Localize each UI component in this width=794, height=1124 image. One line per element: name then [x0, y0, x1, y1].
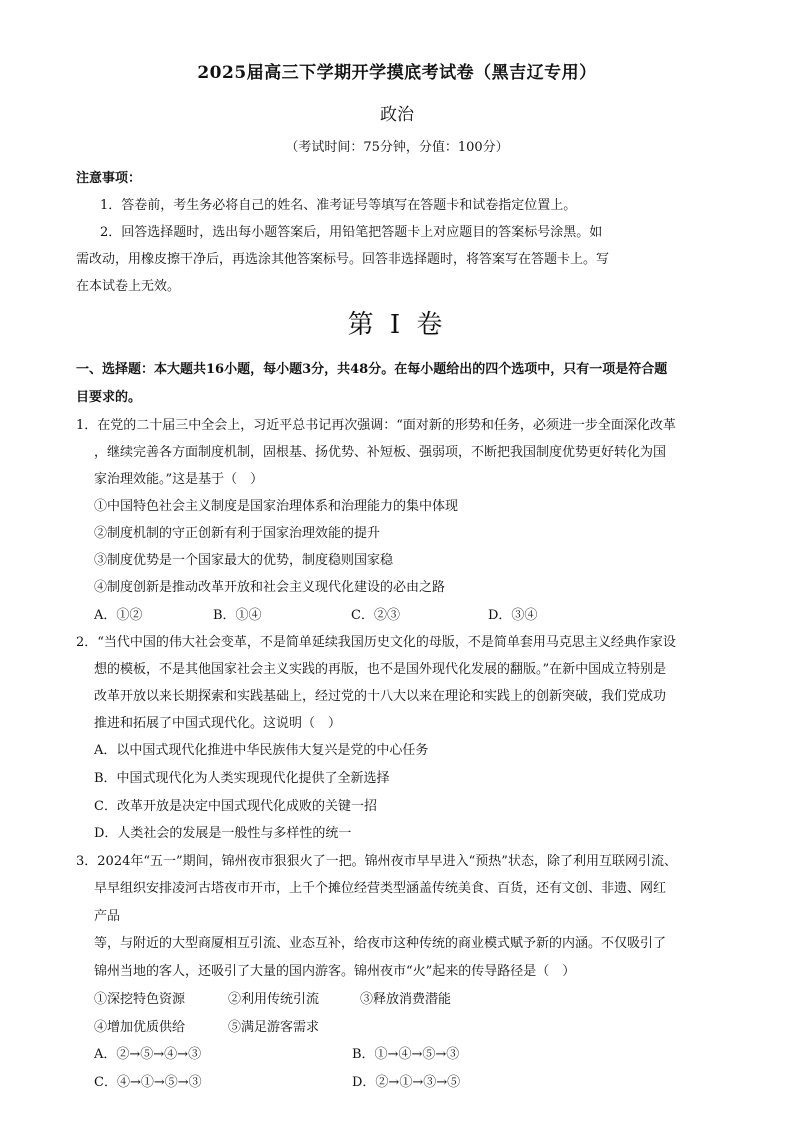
q3-statement-5: ⑤满足游客需求 — [228, 1020, 320, 1035]
q3-option-d[interactable]: D．②→①→③→⑤ — [352, 1075, 461, 1090]
q1-option-b[interactable]: B．①④ — [213, 608, 262, 623]
q2-option-b[interactable]: B．中国式现代化为人类实现现代化提供了全新选择 — [94, 771, 390, 786]
q1-statement-3: ③制度优势是一个国家最大的优势，制度稳则国家稳 — [94, 553, 394, 568]
q2-option-d[interactable]: D．人类社会的发展是一般性与多样性的统一 — [94, 826, 352, 841]
q3-stem-line-1: 3．2024年“五一”期间，锦州夜市狠狠火了一把。锦州夜市早早进入“预热”状态，除了利用互联网引流、 — [76, 854, 677, 869]
notice-item-2-line-1: 2．回答选择题时，选出每小题答案后，用铅笔把答题卡上对应题目的答案标号涂黑。如 — [100, 225, 603, 240]
q2-stem-line-2: 想的模板，不是其他国家社会主义实践的再版，也不是国外现代化发展的翻版。”在新中国成立特别是 — [94, 662, 667, 677]
q3-stem-line-3: 产品 — [94, 909, 121, 924]
q3-statement-4: ④增加优质供给 — [94, 1020, 186, 1035]
q3-statement-1: ①深挖特色资源 — [94, 992, 186, 1007]
q1-statement-2: ②制度机制的守正创新有利于国家治理效能的提升 — [94, 526, 381, 541]
q3-stem-line-4: 等，与附近的大型商厦相互引流、业态互补，给夜市这种传统的商业模式赋予新的内涵。不仅吸引了 — [94, 936, 667, 951]
q3-option-b[interactable]: B．①→④→⑤→③ — [352, 1047, 460, 1062]
q2-option-a[interactable]: A．以中国式现代化推进中华民族伟大复兴是党的中心任务 — [94, 743, 429, 758]
exam-title: 2025届高三下学期开学摸底考试卷（黑吉辽专用） — [197, 63, 597, 83]
q1-stem-line-1: 1．在党的二十届三中全会上，习近平总书记再次强调：“面对新的形势和任务，必须进一步全面深化改革 — [76, 418, 676, 433]
q3-stem-line-2: 早早组织安排凌河古塔夜市开市，上千个摊位经营类型涵盖传统美食、百货，还有文创、非遗、网红 — [94, 881, 667, 896]
notice-heading: 注意事项： — [76, 171, 142, 186]
section-instruction-line-1: 一、选择题：本大题共16小题，每小题3分，共48分。在每小题给出的四个选项中，只有一项是符合题 — [76, 362, 668, 377]
q3-stem-line-5: 锦州当地的客人，还吸引了大量的国内游客。锦州夜市“火”起来的传导路径是（ ） — [94, 964, 576, 979]
q1-stem-line-2: ，继续完善各方面制度机制，固根基、扬优势、补短板、强弱项，不断把我国制度优势更好转化为国 — [94, 445, 667, 460]
exam-subject: 政治 — [380, 105, 414, 125]
q1-stem-line-3: 家治理效能。”这是基于（ ） — [94, 472, 264, 487]
q1-option-c[interactable]: C．②③ — [351, 608, 400, 623]
q1-statement-1: ①中国特色社会主义制度是国家治理体系和治理能力的集中体现 — [94, 499, 459, 514]
q2-stem-line-3: 改革开放以来长期探索和实践基础上，经过党的十八大以来在理论和实践上的创新突破，我们党成功 — [94, 689, 667, 704]
q1-statement-4: ④制度创新是推动改革开放和社会主义现代化建设的必由之路 — [94, 580, 446, 595]
notice-item-1: 1．答卷前，考生务必将自己的姓名、准考证号等填写在答题卡和试卷指定位置上。 — [100, 198, 577, 213]
q1-option-d[interactable]: D．③④ — [488, 608, 538, 623]
notice-item-2-line-2: 需改动，用橡皮擦干净后，再选涂其他答案标号。回答非选择题时，将答案写在答题卡上。写 — [76, 252, 610, 267]
q2-stem-line-4: 推进和拓展了中国式现代化。这说明（ ） — [94, 716, 342, 731]
q1-option-a[interactable]: A．①② — [94, 608, 143, 623]
q3-statement-3: ③释放消费潜能 — [360, 992, 452, 1007]
notice-item-2-line-3: 在本试卷上无效。 — [76, 279, 181, 294]
exam-info: （考试时间：75分钟，分值：100分） — [285, 140, 509, 155]
q3-statement-2: ②利用传统引流 — [228, 992, 320, 1007]
q2-option-c[interactable]: C．改革开放是决定中国式现代化成败的关键一招 — [94, 799, 377, 814]
section-title: 第 I 卷 — [347, 310, 447, 340]
section-instruction-line-2: 目要求的。 — [76, 390, 142, 405]
q3-option-c[interactable]: C．④→①→⑤→③ — [94, 1075, 202, 1090]
q2-stem-line-1: 2．“当代中国的伟大社会变革，不是简单延续我国历史文化的母版，不是简单套用马克思主义经典作家设 — [76, 635, 676, 650]
q3-option-a[interactable]: A．②→⑤→④→③ — [94, 1047, 202, 1062]
